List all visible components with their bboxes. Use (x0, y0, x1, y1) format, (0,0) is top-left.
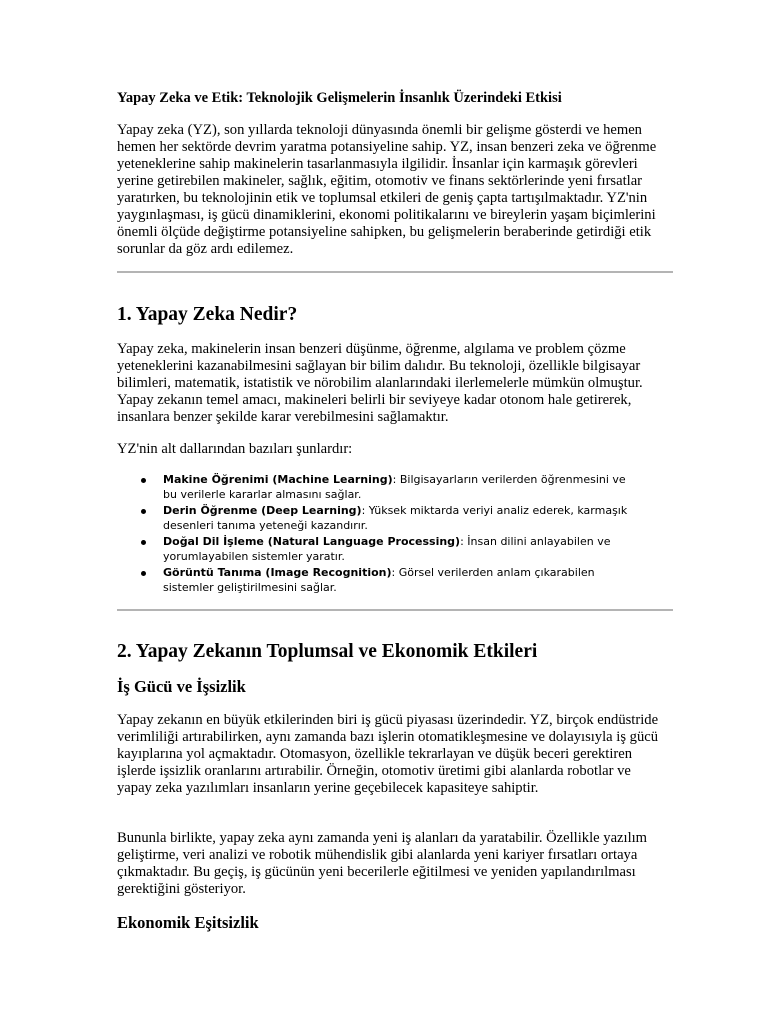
bullet-icon (141, 478, 146, 483)
subsection-heading-inequality: Ekonomik Eşitsizlik (117, 913, 259, 932)
list-item-desc: : Yüksek miktarda veriyi analiz ederek, karmaşık desenleri tanıma yeteneği kazandırır. (163, 504, 628, 532)
list-item (117, 472, 643, 502)
list-item (117, 565, 643, 595)
section-1-heading: 1. Yapay Zeka Nedir? (117, 304, 298, 325)
horizontal-rule (117, 271, 673, 273)
subfields-intro: YZ'nin alt dallarından bazıları şunlardır: (117, 441, 353, 457)
list-item-desc: : Bilgisayarların verilerden öğrenmesini ve bu verilerle kararlar almasını sağlar. (163, 473, 626, 501)
bullet-icon (141, 540, 146, 545)
workforce-paragraph-1: Yapay zekanın en büyük etkilerinden biri iş gücü piyasası üzerindedir. YZ, birçok endüstride verimliliği artırabilirken, aynı zamanda bazı işlerin otomatikleşmesine ve dolayısıyla iş gücü kayıplarına yol açmaktadır. Otomasyon, özellikle tekrarlayan ve düşük beceri gerektiren işlerde işsizlik oranlarını artırabilir. Örneğin, otomotiv üretimi gibi alanlarda robotlar ve yapay zeka yazılımları insanların yerine geçebilecek kapasiteye sahiptir. (117, 712, 659, 796)
intro-paragraph: Yapay zeka (YZ), son yıllarda teknoloji dünyasında önemli bir gelişme gösterdi ve hemen hemen her sektörde devrim yaratma potansiyeline sahip. YZ, insan benzeri zeka ve öğrenme yeteneklerine sahip makinelerin tasarlanmasıyla ilgilidir. İnsanlar için karmaşık görevleri yerine getirebilen makineler, sağlık, eğitim, otomotiv ve finans sektörlerinde yeni fırsatlar yaratırken, bu teknolojinin etik ve toplumsal etkileri de geniş çapta tartışılmaktadır. YZ'nin yaygınlaşması, iş gücü dinamiklerini, ekonomi politikalarını ve bireylerin yaşam biçimlerini önemli ölçüde değiştirme potansiyeline sahipken, bu gelişmelerin beraberinde getirdiği etik sorunlar da göz ardı edilemez. (117, 122, 657, 257)
section-2-heading: 2. Yapay Zekanın Toplumsal ve Ekonomik Etkileri (117, 641, 538, 662)
list-item (117, 503, 643, 533)
list-item-term: Doğal Dil İşleme (Natural Language Processing) (163, 535, 461, 548)
document-title: Yapay Zeka ve Etik: Teknolojik Gelişmelerin İnsanlık Üzerindeki Etkisi (117, 90, 562, 106)
list-item-desc: : İnsan dilini anlayabilen ve yorumlayabilen sistemler yaratır. (163, 535, 611, 563)
horizontal-rule (117, 609, 673, 611)
list-item-term: Görüntü Tanıma (Image Recognition) (163, 566, 392, 579)
section-1-paragraph: Yapay zeka, makinelerin insan benzeri düşünme, öğrenme, algılama ve problem çözme yeteneklerini kazanabilmesini sağlayan bir bilim dalıdır. Bu teknoloji, özellikle bilgisayar bilimleri, matematik, istatistik ve nörobilim alanlarındaki ilerlemelerle mümkün olmuştur. Yapay zekanın temel amacı, makineleri belirli bir seviyeye kadar otonom hale getirerek, insanlara benzer şekilde karar verebilmesini sağlamaktır. (117, 341, 643, 425)
subfields-list (117, 472, 673, 596)
bullet-icon (141, 509, 146, 514)
list-item-desc: : Görsel verilerden anlam çıkarabilen sistemler geliştirilmesini sağlar. (163, 566, 595, 594)
list-item-term: Derin Öğrenme (Deep Learning) (163, 504, 362, 517)
list-item-term: Makine Öğrenimi (Machine Learning) (163, 473, 393, 486)
workforce-paragraph-2: Bununla birlikte, yapay zeka aynı zamanda yeni iş alanları da yaratabilir. Özellikle yazılım geliştirme, veri analizi ve robotik mühendislik gibi alanlarda yeni kariyer fırsatları ortaya çıkmaktadır. Bu geçiş, iş gücünün yeni becerilerle eğitilmesi ve yeniden yapılandırılması gerektiğini gösteriyor. (117, 830, 648, 897)
list-item (117, 534, 643, 564)
bullet-icon (141, 571, 146, 576)
subsection-heading-workforce: İş Gücü ve İşsizlik (117, 677, 246, 696)
